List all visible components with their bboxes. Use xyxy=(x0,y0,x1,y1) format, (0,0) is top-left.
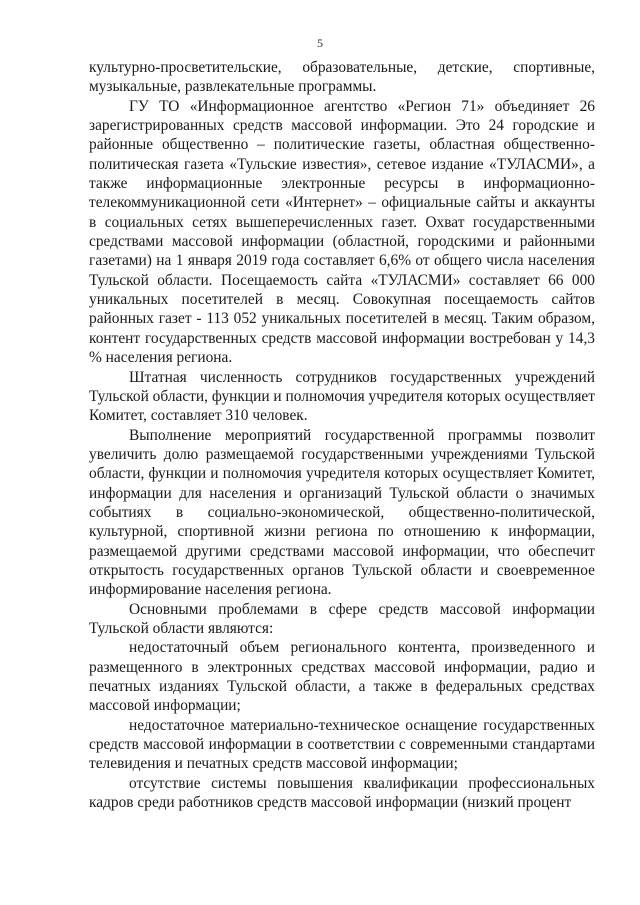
paragraph-continuation: культурно-просветительские, образовательные, детские, спортивные, музыкальные, развлекательные программы. xyxy=(89,59,595,96)
paragraph-region71-agency: ГУ ТО «Информационное агентство «Регион 71» объединяет 26 зарегистрированных средств массовой информации. Это 24 городские и районные общественно – политические газеты, областная общественно-политическая газета «Тульские известия», сетевое издание «ТУЛАСМИ», а также информационные электронные ресурсы в информационно-телекоммуникационной сети «Интернет» – официальные сайты и аккаунты в социальных сетях вышеперечисленных газет. Охват государственными средствами массовой информации (областной, городскими и районными газетами) на 1 января 2019 года составляет 6,6% от общего числа населения Тульской области. Посещаемость сайта «ТУЛАСМИ» составляет 66 000 уникальных посетителей в месяц. Совокупная посещаемость сайтов районных газет - 113 052 уникальных посетителей в месяц. Таким образом, контент государственных средств массовой информации востребован у 14,3 % населения региона. xyxy=(89,97,595,367)
page-number: 5 xyxy=(317,36,323,50)
paragraph-problem-content: недостаточный объем регионального контента, произведенного и размещенного в электронных средствах массовой информации, радио и печатных изданиях Тульской области, а также в федеральных средствах массовой информации; xyxy=(89,639,595,715)
paragraph-problems-intro: Основными проблемами в сфере средств массовой информации Тульской области являются: xyxy=(89,600,595,637)
paragraph-problem-training: отсутствие системы повышения квалификации профессиональных кадров среди работников средств массовой информации (низкий процент xyxy=(89,774,595,812)
paragraph-problem-equipment: недостаточное материально-техническое оснащение государственных средств массовой информации в соответствии с современными стандартами телевидения и печатных средств массовой информации; xyxy=(89,716,595,773)
paragraph-program-goals: Выполнение мероприятий государственной программы позволит увеличить долю размещаемой государственными учреждениями Тульской области, функции и полномочия учредителя которых осуществляет Комитет, информации для населения и организаций Тульской области о значимых событиях в социально-экономической, общественно-политической, культурной, спортивной жизни региона по отношению к информации, размещаемой другими средствами массовой информации, что обеспечит открытость государственных органов Тульской области и своевременное информирование населения региона. xyxy=(89,426,595,599)
paragraph-staff-count: Штатная численность сотрудников государственных учреждений Тульской области, функции и полномочия учредителя которых осуществляет Комитет, составляет 310 человек. xyxy=(89,368,595,425)
document-body xyxy=(89,58,595,812)
